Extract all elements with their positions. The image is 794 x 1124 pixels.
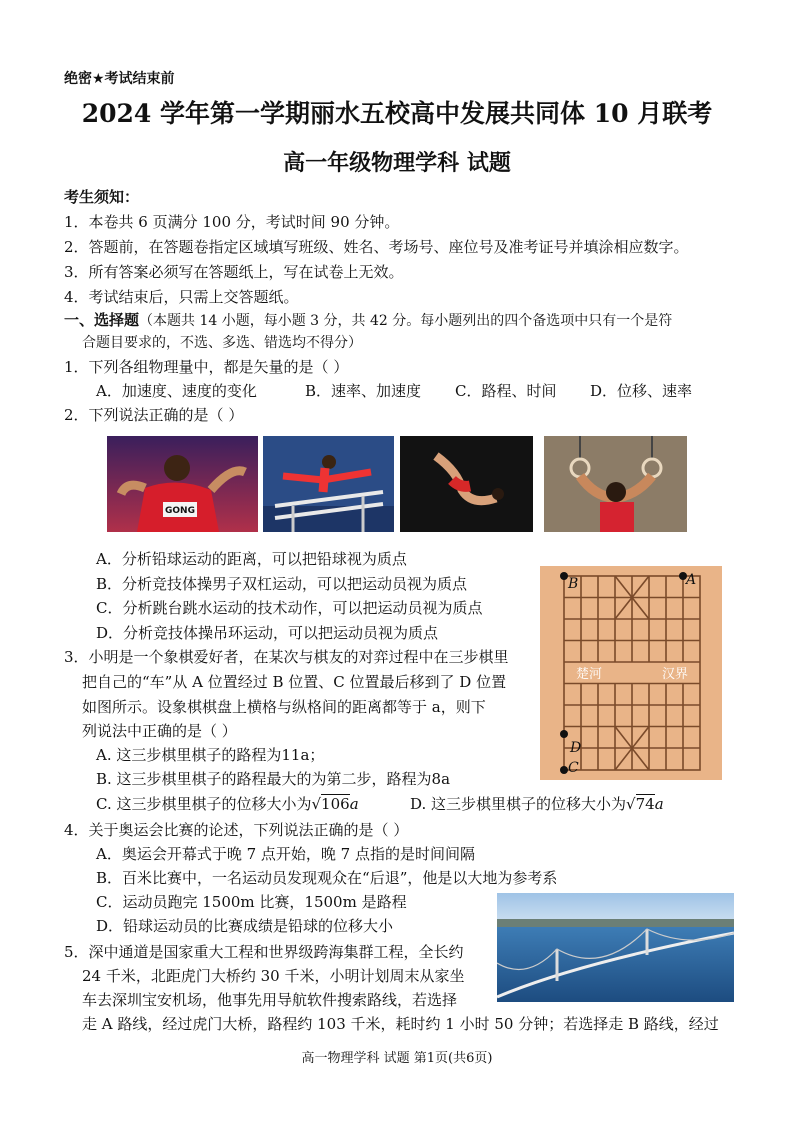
- point-b-marker: [560, 572, 568, 580]
- q3-stem-line: 把自己的“车”从 A 位置经过 B 位置、C 位置最后移到了 D 位置: [82, 673, 507, 691]
- section-label: 一、选择题: [64, 311, 140, 329]
- q1-option-d: D．位移、速率: [590, 382, 693, 400]
- q4-option-c: C．运动员跑完 1500m 比赛，1500m 是路程: [96, 893, 407, 911]
- river-left-label: 楚河: [576, 667, 603, 682]
- section-desc-cont: 合题目要求的，不选、多选、错选均不得分）: [82, 335, 362, 351]
- page-footer: 高一物理学科 试题 第1页(共6页): [301, 1051, 493, 1066]
- diving-photo: [400, 436, 533, 532]
- q3-option-d: [410, 794, 664, 814]
- section-desc: （本题共 14 小题，每小题 3 分，共 42 分。每小题列出的四个备选项中只有一个是符: [139, 313, 673, 329]
- notice-item: 2．答题前，在答题卷指定区域填写班级、姓名、考场号、座位号及准考证号并填涂相应数字。: [64, 238, 689, 256]
- q4-stem: 4．关于奥运会比赛的论述，下列说法正确的是（ ）: [64, 821, 409, 839]
- q3-stem-line: 如图所示。设象棋棋盘上横格与纵格间的距离都等于 a，则下: [82, 698, 486, 716]
- point-a-label: A: [686, 572, 697, 588]
- q2-option-a: A．分析铅球运动的距离，可以把铅球视为质点: [96, 550, 407, 568]
- chess-board-figure: [540, 566, 722, 780]
- bib-text: GONG: [165, 506, 195, 516]
- section-heading: [64, 310, 672, 331]
- q3-option-b: B. 这三步棋里棋子的路程最大的为第二步，路程为8a: [96, 770, 451, 788]
- q3-option-c-text: C. 这三步棋里棋子的位移大小为: [96, 795, 312, 813]
- q3-option-a: A. 这三步棋里棋子的路程为11a；: [96, 746, 325, 764]
- q2-option-d: D．分析竞技体操吊环运动，可以把运动员视为质点: [96, 624, 439, 642]
- point-d-label: D: [570, 740, 582, 756]
- q2-option-b: B．分析竞技体操男子双杠运动，可以把运动员视为质点: [96, 575, 468, 593]
- confidential-mark: 绝密★考试结束前: [64, 71, 175, 87]
- q3-option-c: [96, 794, 359, 814]
- q1-stem: 1．下列各组物理量中，都是矢量的是（ ）: [64, 358, 349, 376]
- q4-option-a: A．奥运会开幕式于晚 7 点开始，晚 7 点指的是时间间隔: [96, 845, 475, 863]
- river-right-label: 汉界: [662, 667, 689, 682]
- notice-item: 1．本卷共 6 页满分 100 分，考试时间 90 分钟。: [64, 213, 400, 231]
- q3-stem-line: 列说法中正确的是（ ）: [82, 722, 237, 740]
- point-c-label: C: [568, 760, 579, 776]
- shot-put-photo: [107, 436, 258, 532]
- point-d-marker: [560, 730, 568, 738]
- q1-option-b: B．速率、加速度: [305, 382, 422, 400]
- sqrt-sign: √: [626, 795, 636, 813]
- q5-stem-line: 走 A 路线，经过虎门大桥，路程约 103 千米，耗时约 1 小时 50 分钟；若选择走 B 路线，经过: [82, 1015, 719, 1033]
- point-b-label: B: [568, 576, 579, 592]
- q3-option-c-radicand: 106: [321, 795, 350, 813]
- exam-title: 2024 学年第一学期丽水五校高中发展共同体 10 月联考: [81, 99, 713, 128]
- bridge-photo: [497, 893, 734, 1002]
- notice-heading: 考生须知：: [64, 188, 140, 206]
- point-c-marker: [560, 766, 568, 774]
- q3-option-d-radicand: 74: [635, 795, 655, 813]
- q1-option-c: C．路程、时间: [455, 382, 557, 400]
- rings-photo: [544, 436, 687, 532]
- exam-subtitle: 高一年级物理学科 试题: [283, 150, 511, 176]
- q2-stem: 2．下列说法正确的是（ ）: [64, 406, 244, 424]
- q5-stem-line: 5．深中通道是国家重大工程和世界级跨海集群工程，全长约: [64, 943, 464, 961]
- q5-stem-line: 车去深圳宝安机场，他事先用导航软件搜索路线，若选择: [82, 991, 458, 1009]
- notice-item: 4．考试结束后，只需上交答题纸。: [64, 288, 299, 306]
- q1-option-a: A．加速度、速度的变化: [96, 382, 257, 400]
- sqrt-sign: √: [311, 795, 322, 813]
- q5-stem-line: 24 千米，北距虎门大桥约 30 千米，小明计划周末从家坐: [82, 967, 465, 985]
- parallel-bars-photo: [263, 436, 394, 532]
- q2-option-c: C．分析跳台跳水运动的技术动作，可以把运动员视为质点: [96, 599, 483, 617]
- q3-option-c-var: a: [349, 795, 359, 813]
- q4-option-b: B．百米比赛中，一名运动员发现观众在“后退”，他是以大地为参考系: [96, 869, 558, 887]
- q4-option-d: D．铅球运动员的比赛成绩是铅球的位移大小: [96, 917, 394, 935]
- q3-stem-line: 3．小明是一个象棋爱好者，在某次与棋友的对弈过程中在三步棋里: [64, 648, 509, 666]
- notice-item: 3．所有答案必须写在答题纸上，写在试卷上无效。: [64, 263, 404, 281]
- q3-option-d-text: D. 这三步棋里棋子的位移大小为: [410, 795, 627, 813]
- q3-option-d-var: a: [654, 795, 664, 813]
